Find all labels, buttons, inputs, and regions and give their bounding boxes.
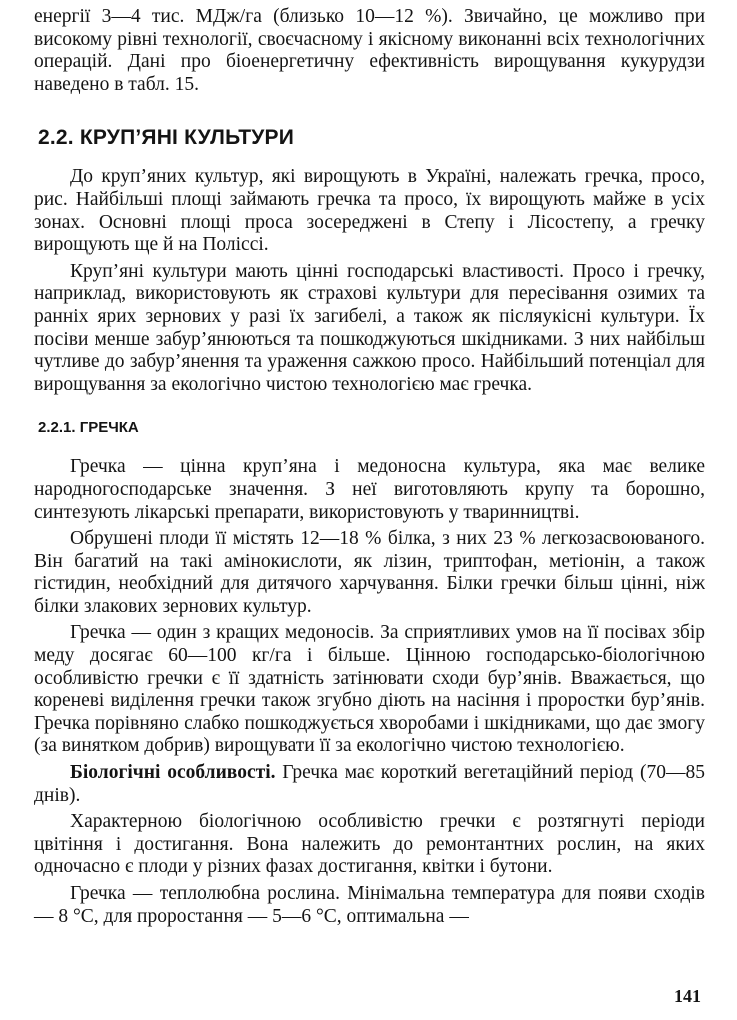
subsection-paragraph: Гречка — цінна круп’яна і медоносна культура, яка має велике народногосподарське значення. З неї виготовляють крупу та борошно, синтезують лікарські препарати, використовують у тваринництві. [34,456,705,523]
subsection-paragraph: Обрушені плоди її містять 12—18 % білка, з них 23 % легкозасвоюваного. Він багатий на такі амінокислоти, як лізин, триптофан, метіонін, а також гістидин, необхідний для дитячого харчування. Білки гречки більш цінні, ніж білки злакових зернових культур. [34,528,705,617]
bio-label: Біологічні особливості. [70,762,276,784]
bio-paragraph [34,762,705,807]
section-paragraph: Круп’яні культури мають цінні господарські властивості. Просо і гречку, наприклад, використовують як страхові культури для пересівання озимих та ранніх ярих зернових у разі їх загибелі, а також як післяукісні культури. Їх посіви менше забур’янюються та пошкоджуються шкідниками. З них найбільш чутливе до забур’янення та ураження сажкою просо. Найбільший потенціал для вирощування за екологічно чистою технологією має гречка. [34,260,705,395]
page-number: 141 [674,986,701,1006]
subsection-paragraph: Характерною біологічною особливістю гречки є розтягнуті періоди цвітіння і достигання. Вона належить до ремонтантних рослин, на яких одночасно є плоди у різних фазах достигання, квітки і бутони. [34,811,705,878]
subsection-paragraph: Гречка — теплолюбна рослина. Мінімальна температура для появи сходів — 8 °С, для проростання — 5—6 °С, оптимальна — [34,883,705,927]
subsection-heading: 2.2.1. ГРЕЧКА [38,419,139,437]
bio-text: Гречка має короткий вегетаційний період (70—85 днів). [34,762,706,806]
section-heading: 2.2. КРУП’ЯНІ КУЛЬТУРИ [38,126,295,150]
intro-paragraph: енергії 3—4 тис. МДж/га (близько 10—12 %). Звичайно, це можливо при високому рівні технології, своєчасному і якісному виконанні всіх технологічних операцій. Дані про біоенергетичну ефективність вирощування кукурудзи наведено в табл. 15. [34,6,705,95]
section-paragraph: До круп’яних культур, які вирощують в Україні, належать гречка, просо, рис. Найбільші площі займають гречка та просо, їх вирощують майже в усіх зонах. Основні площі проса зосереджені в Степу і Лісостепу, а гречку вирощують ще й на Поліссі. [34,166,705,256]
subsection-paragraph: Гречка — один з кращих медоносів. За сприятливих умов на її посівах збір меду досягає 60—100 кг/га і більше. Цінною господарсько-біологічною особливістю гречки є її здатність затінювати сходи бур’янів. Вважається, що кореневі виділення гречки також згубно діють на насіння і проростки бур’янів. Гречка порівняно слабко пошкоджується хворобами і шкідниками, що дає змогу (за винятком добрив) вирощувати її за екологічно чистою технологією. [34,622,705,757]
